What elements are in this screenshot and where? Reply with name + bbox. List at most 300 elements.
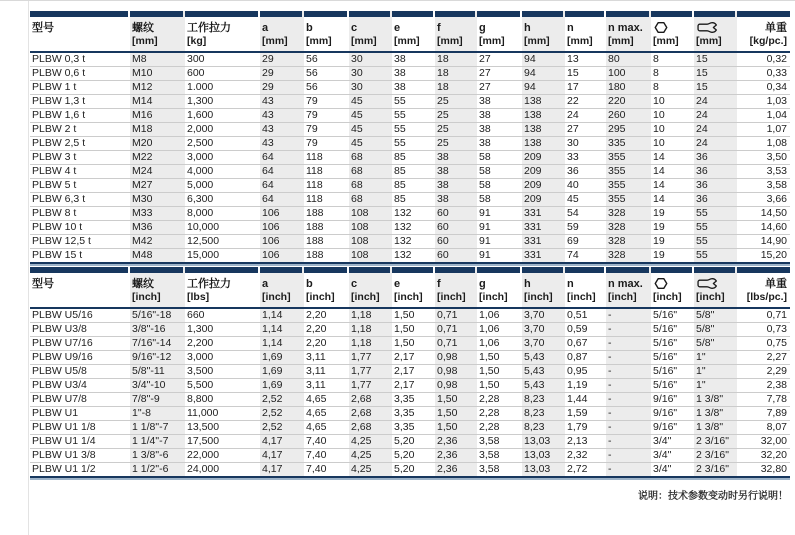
cell-working-load: 300 [185,52,260,67]
cell-f: 0,71 [435,323,477,337]
cell-e: 2,17 [392,351,435,365]
cell-n: 0,51 [565,308,606,323]
cell-a: 2,52 [260,393,304,407]
cell-e: 85 [392,151,435,165]
cell-hex: 3/4" [651,449,694,463]
cell-n: 15 [565,67,606,81]
cell-g: 27 [477,67,522,81]
cell-wrench: 55 [694,207,737,221]
col-header-g [477,267,522,308]
col-unit-b: [mm] [306,35,332,47]
col-label-n: n [567,22,574,34]
cell-h: 209 [522,179,565,193]
cell-n-max: - [606,393,651,407]
cell-b: 188 [304,221,349,235]
cell-b: 3,11 [304,365,349,379]
cell-c: 108 [349,235,392,249]
cell-working-load: 15,000 [187,249,220,261]
cell-n-max: 355 [606,165,651,179]
cell-f: 0,98 [435,365,477,379]
wrench-icon [697,21,718,34]
cell-unit-weight: 3,66 [737,193,790,207]
table-row [30,52,790,67]
cell-thread: 7/8"-9 [130,393,185,407]
cell-g: 3,58 [479,463,500,475]
col-unit-thread: [inch] [132,291,161,303]
cell-hex: 14 [651,151,694,165]
cell-a: 4,17 [260,435,304,449]
cell-unit-weight: 8,07 [737,421,790,435]
cell-a: 64 [260,165,304,179]
col-header-working-load [185,11,260,52]
cell-thread: 3/8"-16 [130,323,185,337]
cell-unit-weight: 1,07 [737,123,790,137]
col-label-model: 型号 [32,22,54,34]
cell-working-load: 24,000 [187,463,220,475]
col-header-thread [130,11,185,52]
col-label-h: h [524,278,531,290]
col-label-f: f [437,22,441,34]
cell-unit-weight: 3,53 [737,165,790,179]
cell-g: 91 [477,221,522,235]
cell-working-load: 3,500 [185,365,260,379]
cell-b: 7,40 [304,435,349,449]
cell-working-load: 2,000 [185,123,260,137]
cell-f: 60 [435,249,477,264]
cell-c: 45 [349,137,392,151]
cell-h: 94 [522,52,565,67]
cell-thread: 5/16"-18 [130,308,185,323]
table-row [30,137,790,151]
cell-model: PLBW 8 t [30,207,130,221]
cell-a: 29 [260,67,304,81]
table-row [30,337,790,351]
cell-hex: 10 [651,123,694,137]
cell-model: PLBW 15 t [32,249,83,261]
cell-b: 79 [304,123,349,137]
cell-b: 79 [304,137,349,151]
cell-working-load: 5,500 [185,379,260,393]
col-unit-g: [mm] [479,35,505,47]
footer-note: 说明：技术参数变动时另行说明！ [638,491,788,502]
col-label-n: n [567,278,574,290]
cell-b: 4,65 [304,393,349,407]
hex-icon-wrap [653,277,694,290]
col-unit-unit-weight: [kg/pc.] [749,35,787,47]
table-row [30,449,790,463]
table-row [30,379,790,393]
cell-model: PLBW U3/4 [30,379,130,393]
cell-f: 18 [435,52,477,67]
cell-thread: M14 [130,95,185,109]
cell-a: 106 [260,249,304,264]
cell-g: 58 [477,151,522,165]
cell-hex: 19 [651,207,694,221]
col-header-h [522,11,565,52]
cell-working-load: 2,200 [185,337,260,351]
cell-n-max: - [606,365,651,379]
cell-a: 1,14 [260,308,304,323]
col-header-c [349,11,392,52]
col-header-wrench [694,267,737,308]
cell-c: 4,25 [349,463,392,478]
cell-h: 3,70 [522,323,565,337]
col-label-unit-weight: 单重 [765,22,787,34]
cell-thread: M42 [130,235,185,249]
cell-working-load: 3,000 [185,351,260,365]
cell-a: 106 [260,207,304,221]
table-row [30,393,790,407]
cell-c: 2,68 [349,393,392,407]
cell-unit-weight: 1,08 [737,137,790,151]
cell-model: PLBW 1,6 t [30,109,130,123]
cell-wrench: 2 3/16" [694,435,737,449]
col-unit-a: [inch] [262,291,291,303]
cell-h: 331 [522,221,565,235]
cell-a: 1,69 [260,351,304,365]
cell-hex: 5/16" [651,308,694,323]
cell-f: 38 [435,165,477,179]
cell-c: 45 [349,109,392,123]
cell-model: PLBW 10 t [30,221,130,235]
cell-g: 1,50 [477,379,522,393]
cell-h: 13,03 [522,435,565,449]
cell-n: 1,19 [565,379,606,393]
cell-n-max: - [606,337,651,351]
table-row [30,109,790,123]
content-area [30,11,790,502]
table-row [30,463,790,478]
cell-n: 24 [565,109,606,123]
cell-b: 2,20 [304,337,349,351]
cell-wrench: 24 [694,95,737,109]
cell-wrench: 1" [694,351,737,365]
cell-h: 94 [522,81,565,95]
cell-b: 56 [304,52,349,67]
cell-a: 64 [260,193,304,207]
table-row [30,351,790,365]
cell-thread: M48 [130,249,185,264]
cell-g: 3,58 [477,435,522,449]
cell-thread: 1"-8 [130,407,185,421]
cell-c: 1,77 [349,365,392,379]
col-unit-h: [inch] [524,291,553,303]
cell-thread: 9/16"-12 [130,351,185,365]
cell-wrench: 1" [694,365,737,379]
cell-n-max: 328 [606,235,651,249]
cell-unit-weight: 0,73 [737,323,790,337]
table-row [30,365,790,379]
cell-n: 45 [565,193,606,207]
cell-hex: 14 [651,179,694,193]
col-header-h [522,267,565,308]
cell-c: 68 [349,151,392,165]
cell-working-load: 600 [185,67,260,81]
col-unit-n-max: [inch] [608,291,637,303]
cell-c: 108 [349,207,392,221]
cell-f: 1,50 [435,407,477,421]
col-unit-b: [inch] [306,291,335,303]
cell-n-max: 355 [606,179,651,193]
cell-f: 2,36 [435,449,477,463]
col-header-wrench [694,11,737,52]
cell-working-load: 11,000 [185,407,260,421]
cell-e: 1,50 [392,323,435,337]
cell-model: PLBW 5 t [30,179,130,193]
cell-n-max: 355 [606,193,651,207]
cell-model: PLBW U1 3/8 [30,449,130,463]
cell-wrench: 5/8" [694,337,737,351]
col-unit-f: [inch] [437,291,466,303]
cell-model: PLBW 6,3 t [30,193,130,207]
cell-model: PLBW 3 t [30,151,130,165]
cell-hex: 19 [651,221,694,235]
cell-h: 3,70 [522,337,565,351]
cell-thread: M12 [130,81,185,95]
cell-working-load: 3,000 [185,151,260,165]
hex-icon [654,21,668,34]
cell-a: 29 [260,81,304,95]
cell-n-max: 328 [606,249,651,264]
hex-icon [654,277,668,290]
cell-h: 331 [522,249,565,264]
cell-n: 1,59 [565,407,606,421]
cell-wrench: 15 [694,81,737,95]
cell-g: 1,06 [477,323,522,337]
cell-c: 68 [349,193,392,207]
cell-hex: 14 [651,165,694,179]
imperial-spec-table [30,267,790,478]
cell-model: PLBW U9/16 [30,351,130,365]
wrench-icon-wrap [696,21,737,34]
cell-n-max: 180 [606,81,651,95]
cell-f: 38 [435,193,477,207]
cell-working-load: 660 [185,308,260,323]
cell-unit-weight: 3,58 [737,179,790,193]
table-row [30,67,790,81]
cell-unit-weight: 2,27 [737,351,790,365]
cell-f: 2,36 [435,463,477,478]
cell-model: PLBW 4 t [30,165,130,179]
cell-model: PLBW U3/8 [30,323,130,337]
col-unit-a: [mm] [262,35,288,47]
col-label-c: c [351,22,358,34]
cell-n: 13 [565,52,606,67]
cell-c: 4,25 [349,435,392,449]
cell-model: PLBW 12,5 t [30,235,130,249]
col-unit-model [32,291,130,304]
col-header-e [392,267,435,308]
cell-wrench: 55 [694,235,737,249]
cell-h: 5,43 [522,351,565,365]
cell-h: 209 [522,151,565,165]
cell-h: 331 [522,207,565,221]
cell-g: 3,58 [477,449,522,463]
cell-b: 3,11 [304,351,349,365]
cell-thread: 7/16"-14 [130,337,185,351]
cell-a: 106 [260,221,304,235]
cell-hex: 9/16" [651,407,694,421]
cell-thread: 1 1/2"-6 [130,463,185,478]
cell-e: 132 [392,207,435,221]
cell-e: 132 [394,249,412,261]
cell-wrench: 1" [694,379,737,393]
cell-f: 18 [435,81,477,95]
col-header-a [260,267,304,308]
cell-b: 56 [304,67,349,81]
cell-n-max: 295 [606,123,651,137]
cell-f: 1,50 [435,393,477,407]
cell-n: 0,87 [565,351,606,365]
col-label-working-load: 工作拉力 [187,22,231,34]
cell-e: 55 [392,137,435,151]
cell-wrench: 55 [694,221,737,235]
cell-working-load: 12,500 [185,235,260,249]
col-unit-f: [mm] [437,35,463,47]
col-unit-c: [inch] [351,291,380,303]
cell-c: 2,68 [349,407,392,421]
cell-b: 79 [304,109,349,123]
col-header-b [304,267,349,308]
cell-c: 68 [349,165,392,179]
cell-hex: 5/16" [651,379,694,393]
cell-a: 1,14 [260,337,304,351]
col-unit-c: [mm] [351,35,377,47]
cell-unit-weight: 14,90 [737,235,790,249]
cell-hex: 10 [651,95,694,109]
wrench-icon [697,277,718,290]
cell-c: 30 [349,52,392,67]
cell-working-load: 10,000 [185,221,260,235]
cell-h: 331 [522,235,565,249]
cell-model: PLBW U1 1/2 [32,463,96,475]
cell-a: 43 [260,123,304,137]
col-unit-hex: [mm] [653,35,679,47]
cell-e: 1,50 [392,337,435,351]
cell-f: 2,36 [435,435,477,449]
col-unit-model [32,35,130,48]
cell-unit-weight: 1,03 [737,95,790,109]
cell-c: 1,18 [349,323,392,337]
cell-h: 209 [522,193,565,207]
table-row [30,235,790,249]
col-label-f: f [437,278,441,290]
cell-g: 38 [477,137,522,151]
cell-a: 1,14 [260,323,304,337]
cell-g: 58 [477,165,522,179]
cell-b: 79 [304,95,349,109]
cell-a: 1,69 [260,379,304,393]
cell-wrench: 55 [694,249,737,264]
cell-g: 2,28 [477,407,522,421]
col-label-model: 型号 [32,278,54,290]
cell-hex: 3/4" [653,463,672,475]
cell-n: 0,95 [565,365,606,379]
cell-unit-weight: 3,50 [737,151,790,165]
cell-g: 91 [477,235,522,249]
cell-thread: M33 [130,207,185,221]
col-unit-n: [inch] [567,291,596,303]
cell-n-max: - [606,308,651,323]
cell-a: 1,69 [260,365,304,379]
cell-working-load: 13,500 [185,421,260,435]
cell-h: 138 [522,109,565,123]
hex-icon-wrap [653,21,694,34]
col-header-n [565,267,606,308]
cell-h: 94 [522,67,565,81]
cell-b: 7,40 [304,449,349,463]
cell-h: 5,43 [522,379,565,393]
cell-g: 1,50 [477,351,522,365]
cell-h: 138 [522,95,565,109]
cell-model: PLBW U7/8 [30,393,130,407]
cell-h: 138 [522,137,565,151]
cell-hex: 8 [651,52,694,67]
cell-unit-weight: 0,75 [737,337,790,351]
cell-e: 2,17 [392,379,435,393]
cell-wrench: 5/8" [694,323,737,337]
cell-hex: 10 [651,109,694,123]
col-header-model [30,267,130,308]
cell-e: 85 [392,193,435,207]
cell-f: 18 [435,67,477,81]
cell-n-max: - [606,379,651,393]
cell-unit-weight: 32,20 [737,449,790,463]
cell-n-max: 260 [606,109,651,123]
cell-hex: 9/16" [651,421,694,435]
cell-n-max: 80 [606,52,651,67]
cell-n: 2,13 [565,435,606,449]
cell-b: 2,20 [304,323,349,337]
col-header-b [304,11,349,52]
cell-a: 2,52 [260,407,304,421]
cell-f: 25 [435,109,477,123]
cell-f: 1,50 [435,421,477,435]
col-label-c: c [351,278,358,290]
cell-f: 0,98 [435,379,477,393]
cell-n: 59 [565,221,606,235]
cell-g: 58 [477,193,522,207]
cell-thread: M30 [130,193,185,207]
cell-unit-weight: 1,04 [737,109,790,123]
cell-wrench: 15 [694,67,737,81]
cell-thread: 3/4"-10 [130,379,185,393]
cell-b: 188 [304,207,349,221]
col-unit-n: [mm] [567,35,593,47]
cell-wrench: 2 3/16" [694,449,737,463]
cell-n-max: - [606,435,651,449]
cell-thread: M36 [130,221,185,235]
cell-g: 1,06 [477,337,522,351]
col-header-hex [651,267,694,308]
cell-n: 2,32 [565,449,606,463]
cell-c: 108 [349,221,392,235]
cell-unit-weight: 7,89 [737,407,790,421]
cell-f: 0,71 [435,308,477,323]
table-row [30,81,790,95]
cell-n: 40 [565,179,606,193]
cell-model: PLBW U1 1/8 [30,421,130,435]
cell-e: 85 [392,165,435,179]
cell-c: 1,18 [349,337,392,351]
cell-f: 38 [435,179,477,193]
cell-e: 5,20 [394,463,415,475]
table-row [30,95,790,109]
cell-n: 30 [565,137,606,151]
cell-wrench: 1 3/8" [694,393,737,407]
cell-hex: 5/16" [651,323,694,337]
table-row [30,165,790,179]
